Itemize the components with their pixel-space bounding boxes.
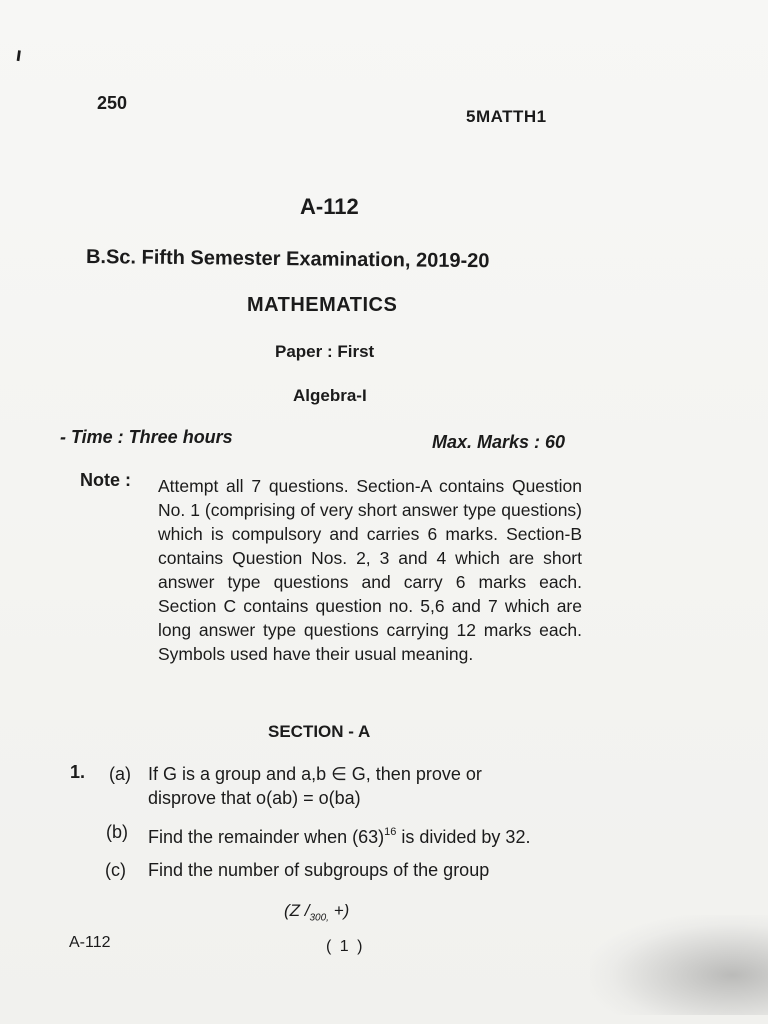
page-number: 250: [97, 93, 128, 113]
part-b-label: (b): [106, 822, 128, 842]
footer-page-number: ( 1 ): [326, 938, 365, 955]
note-text: Attempt all 7 questions. Section-A contains Question No. 1 (comprising of very short answer type questions) which is compulsory and carries 6 marks. Section-B contains Question Nos. 2, 3 and 4 which are short answer type questions and carry 6 marks each. Section C contains question no. 5,6 and 7 which are long answer type questions carrying 12 marks each. Symbols used have their usual meaning.: [158, 476, 582, 664]
part-b-exponent: 16: [384, 826, 397, 838]
scan-smudge: [590, 915, 768, 1015]
footer-paper-code: A-112: [69, 934, 111, 951]
corner-mark: ı: [14, 43, 24, 67]
group-expression-close: +): [328, 901, 350, 920]
exam-title: B.Sc. Fifth Semester Examination, 2019-20: [85, 246, 490, 273]
max-marks: Max. Marks : 60: [432, 432, 566, 452]
part-b-text-post: is divided by 32.: [396, 827, 531, 847]
part-c-text: Find the number of subgroups of the group: [148, 860, 490, 880]
paper-code: A-112: [300, 194, 359, 219]
question-number: 1.: [70, 762, 86, 782]
part-b-text: [148, 820, 530, 849]
section-heading: SECTION - A: [268, 722, 371, 741]
subject-title: MATHEMATICS: [247, 294, 398, 316]
part-b-text-pre: Find the remainder when (63): [148, 827, 385, 847]
time-allowed: - Time : Three hours: [60, 427, 233, 447]
group-expression: [284, 901, 349, 923]
part-a-line2: disprove that o(ab) = o(ba): [148, 788, 361, 808]
course-code: 5MATTH1: [466, 107, 547, 126]
note-label: Note :: [80, 470, 131, 490]
topic-label: Algebra-I: [293, 386, 367, 405]
part-a-label: (a): [109, 764, 131, 784]
group-expression-open: (Z /: [284, 901, 310, 920]
group-expression-sub: 300,: [309, 912, 329, 924]
part-a-line1: If G is a group and a,b ∈ G, then prove or: [148, 764, 482, 784]
paper-label: Paper : First: [275, 342, 375, 361]
part-c-label: (c): [105, 860, 126, 880]
